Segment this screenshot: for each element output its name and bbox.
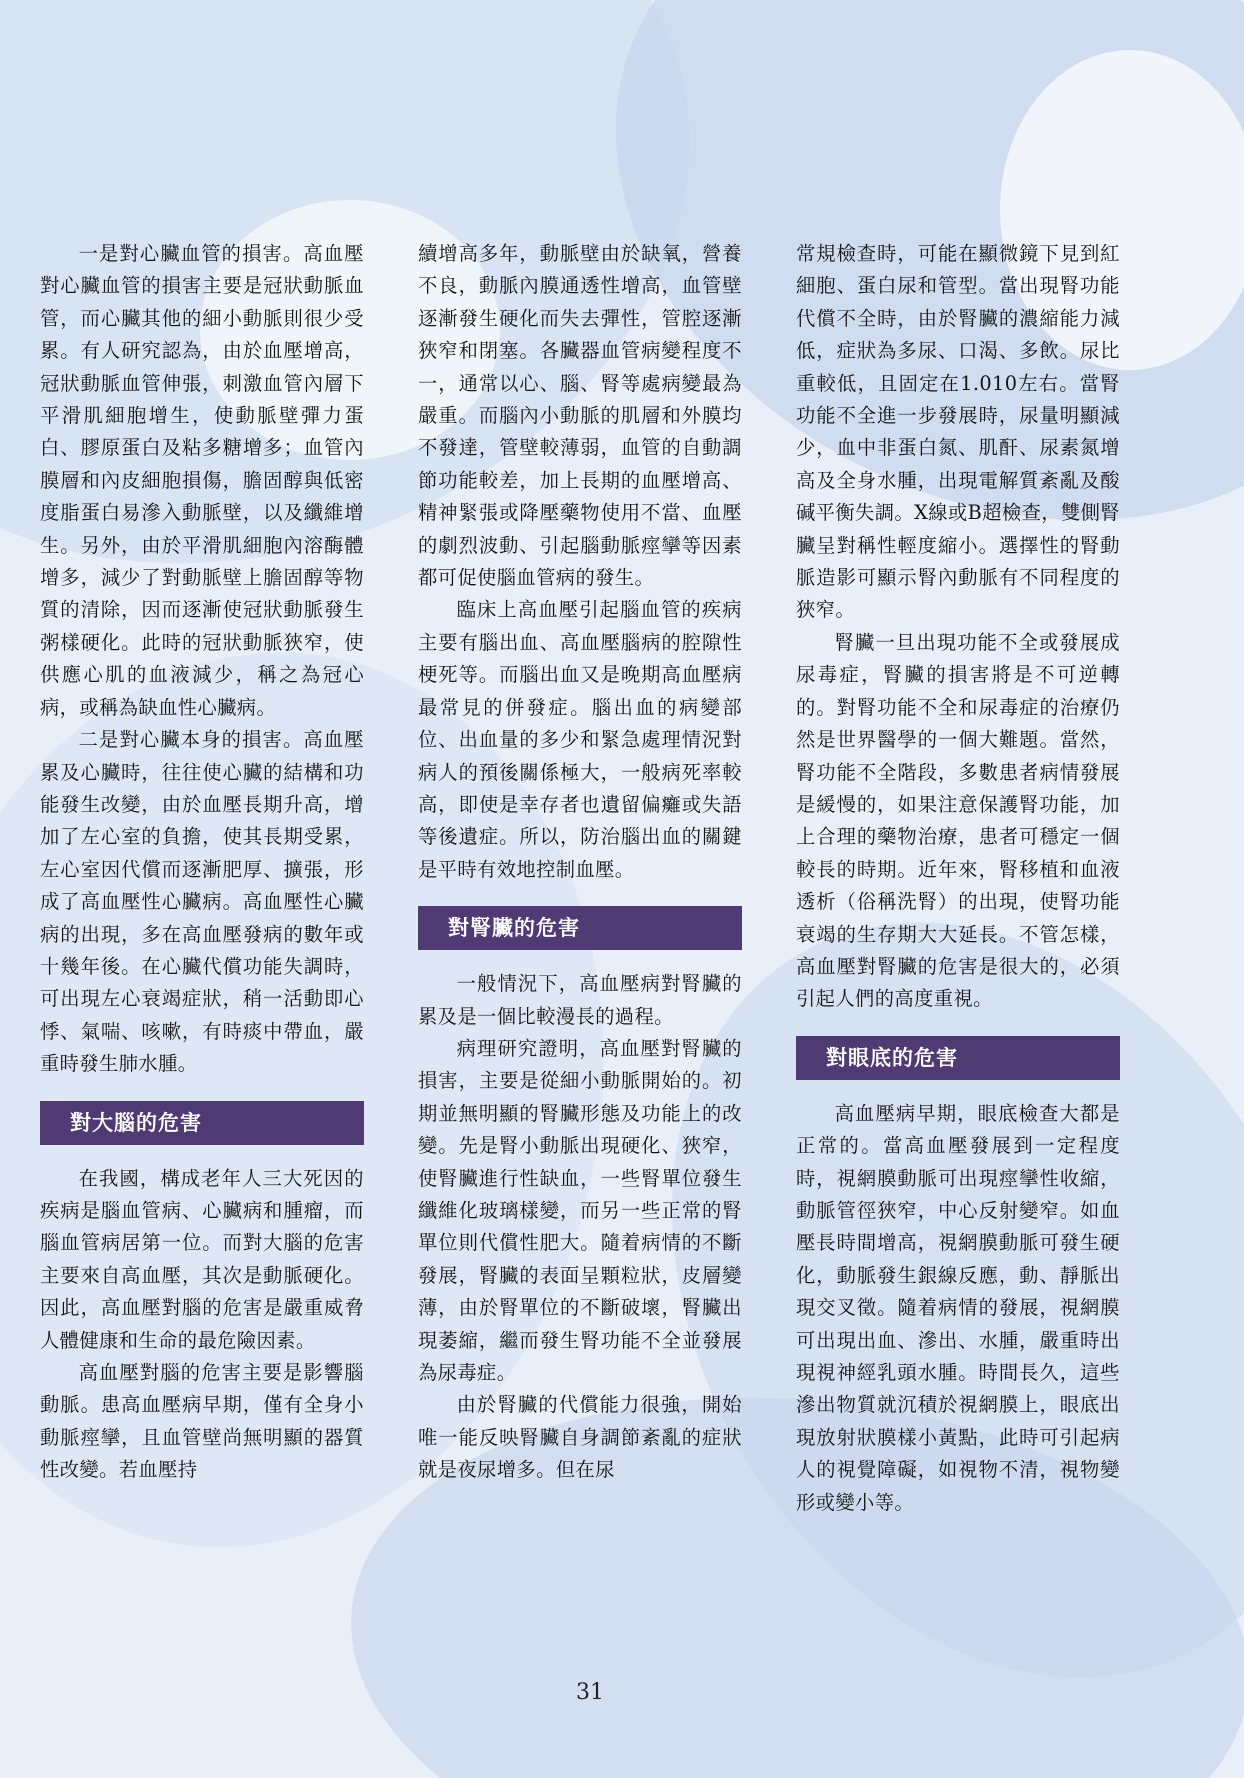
paragraph-brain-arteries: 高血壓對腦的危害主要是影響腦動脈。患高血壓病早期，僅有全身小動脈痙攣，且血管壁尚無明顯的器質性改變。若血壓持 xyxy=(40,1361,364,1482)
paragraph-kidney-continued: 常規檢查時，可能在顯微鏡下見到紅細胞、蛋白尿和管型。當出現腎功能代償不全時，由於腎臟的濃縮能力減低，症狀為多尿、口渴、多飲。尿比重較低，且固定在1.010左右。當腎功能不全進一步發展時，尿量明顯減少，血中非蛋白氮、肌酐、尿素氮增高及全身水腫，出現電解質紊亂及酸碱平衡失調。X線或B超檢查，雙側腎臟呈對稱性輕度縮小。選擇性的腎動脈造影可顯示腎內動脈有不同程度的狹窄。 xyxy=(796,242,1120,622)
section-heading-kidney: 對腎臟的危害 xyxy=(418,906,742,950)
paragraph-heart-vessels: 一是對心臟血管的損害。高血壓對心臟血管的損害主要是冠狀動脈血管，而心臟其他的細小動脈則很少受累。有人研究認為，由於血壓增高，冠狀動脈血管伸張，刺激血管內層下平滑肌細胞增生，使動脈壁彈力蛋白、膠原蛋白及粘多糖增多；血管內膜層和內皮細胞損傷，膽固醇與低密度脂蛋白易滲入動脈壁，以及纖維增生。另外，由於平滑肌細胞內溶酶體增多，減少了對動脈壁上膽固醇等物質的清除，因而逐漸使冠狀動脈發生粥樣硬化。此時的冠狀動脈狹窄，使供應心肌的血液減少，稱之為冠心病，或稱為缺血性心臟病。 xyxy=(40,242,364,719)
paragraph-kidney-intro: 一般情況下，高血壓病對腎臟的累及是一個比較漫長的過程。 xyxy=(418,972,742,1028)
text-column-3 xyxy=(796,238,1120,1519)
text-column-1 xyxy=(40,238,364,1487)
paragraph-brain-intro: 在我國，構成老年人三大死因的疾病是腦血管病、心臟病和腫瘤，而腦血管病居第一位。而對大腦的危害主要來自高血壓，其次是動脈硬化。因此，高血壓對腦的危害是嚴重威脅人體健康和生命的最危險因素。 xyxy=(40,1166,364,1352)
paragraph-kidney-pathology: 病理研究證明，高血壓對腎臟的損害，主要是從細小動脈開始的。初期並無明顯的腎臟形態及功能上的改變。先是腎小動脈出現硬化、狹窄，使腎臟進行性缺血，一些腎單位發生纖維化玻璃樣變，而另一些正常的腎單位則代償性肥大。隨着病情的不斷發展，腎臟的表面呈顆粒狀，皮層變薄，由於腎單位的不斷破壞，腎臟出現萎縮，繼而發生腎功能不全並發展為尿毒症。 xyxy=(418,1036,742,1384)
paragraph-kidney-failure: 腎臟一旦出現功能不全或發展成尿毒症，腎臟的損害將是不可逆轉的。對腎功能不全和尿毒症的治療仍然是世界醫學的一個大難題。當然，腎功能不全階段，多數患者病情發展是緩慢的，如果注意保護腎功能，加上合理的藥物治療，患者可穩定一個較長的時期。近年來，腎移植和血液透析（俗稱洗腎）的出現，使腎功能衰竭的生存期大大延長。不管怎樣，高血壓對腎臟的危害是很大的，必須引起人們的高度重視。 xyxy=(796,630,1120,1011)
text-column-2 xyxy=(418,238,742,1487)
paragraph-kidney-compensation: 由於腎臟的代償能力很強，開始唯一能反映腎臟自身調節紊亂的症狀就是夜尿增多。但在尿 xyxy=(418,1393,742,1482)
page-number: 31 xyxy=(576,1680,604,1705)
section-heading-brain: 對大腦的危害 xyxy=(40,1101,364,1145)
paragraph-brain-hemorrhage: 臨床上高血壓引起腦血管的疾病主要有腦出血、高血壓腦病的腔隙性梗死等。而腦出血又是晚期高血壓病最常見的併發症。腦出血的病變部位、出血量的多少和緊急處理情況對病人的預後關係極大，一般病死率較高，即使是幸存者也遺留偏癱或失語等後遺症。所以，防治腦出血的關鍵是平時有效地控制血壓。 xyxy=(418,598,742,881)
paragraph-eye-fundus: 高血壓病早期，眼底檢查大都是正常的。當高血壓發展到一定程度時，視網膜動脈可出現痙攣性收縮，動脈管徑狹窄，中心反射變窄。如血壓長時間增高，視網膜動脈可發生硬化，動脈發生銀線反應，動、靜脈出現交叉徵。隨着病情的發展，視網膜可出現出血、滲出、水腫，嚴重時出現視神經乳頭水腫。時間長久，這些滲出物質就沉積於視網膜上，眼底出現放射狀膜樣小黃點，此時可引起病人的視覺障礙，如視物不清，視物變形或變小等。 xyxy=(796,1101,1120,1514)
section-heading-eye: 對眼底的危害 xyxy=(796,1036,1120,1080)
paragraph-brain-continued: 續增高多年，動脈壁由於缺氧，營養不良，動脈內膜通透性增高，血管壁逐漸發生硬化而失去彈性，管腔逐漸狹窄和閉塞。各臟器血管病變程度不一，通常以心、腦、腎等處病變最為嚴重。而腦內小動脈的肌層和外膜均不發達，管壁較薄弱，血管的自動調節功能較差，加上長期的血壓增高、精神緊張或降壓藥物使用不當、血壓的劇烈波動、引起腦動脈痙攣等因素都可促使腦血管病的發生。 xyxy=(418,242,742,590)
paragraph-heart-itself: 二是對心臟本身的損害。高血壓累及心臟時，往往使心臟的結構和功能發生改變，由於血壓長期升高，增加了左心室的負擔，使其長期受累，左心室因代償而逐漸肥厚、擴張，形成了高血壓性心臟病。高血壓性心臟病的出現，多在高血壓發病的數年或十幾年後。在心臟代償功能失調時，可出現左心衰竭症狀，稍一活動即心悸、氣喘、咳嗽，有時痰中帶血，嚴重時發生肺水腫。 xyxy=(40,728,364,1076)
